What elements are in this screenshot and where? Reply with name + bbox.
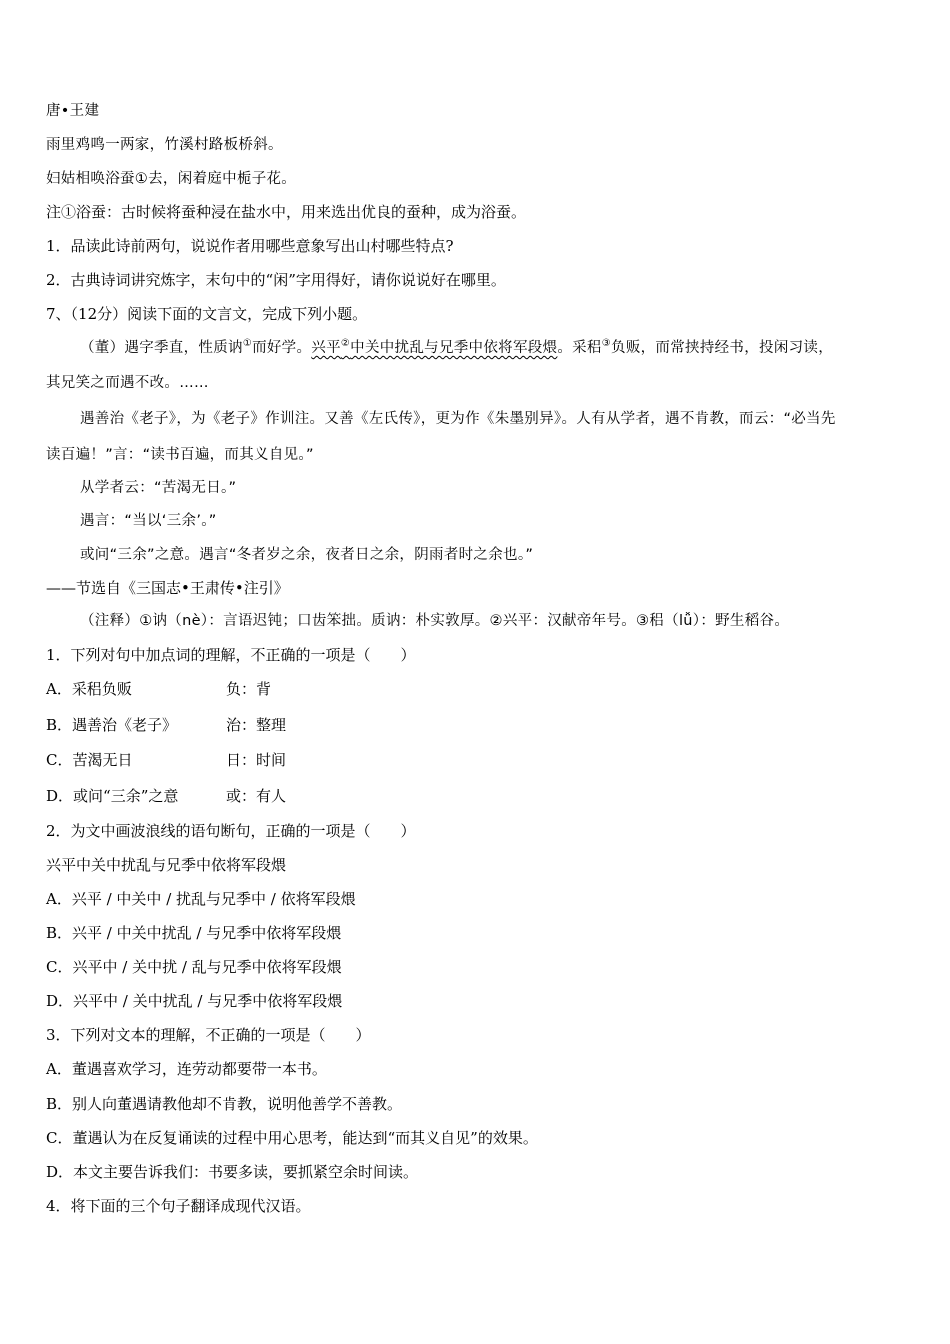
option-text: C．苦渴无日 — [46, 751, 133, 769]
poem-question-1: 1．品读此诗前两句，说说作者用哪些意象写出山村哪些特点? — [46, 237, 454, 255]
passage-text: 而好学。 — [252, 340, 312, 356]
sub-question-1-stem: 1．下列对句中加点词的理解，不正确的一项是（ ） — [46, 646, 416, 664]
sub-question-2-option-c: C．兴平中 / 关中扰 / 乱与兄季中依将军段煨 — [46, 958, 342, 976]
footnote-marker: ① — [242, 338, 253, 349]
option-meaning: 治：整理 — [226, 716, 287, 734]
sub-question-1-option-d — [46, 786, 286, 806]
poem-author: 唐•王建 — [46, 103, 100, 119]
poem-note: 注①浴蚕：古时候将蚕种浸在盐水中，用来选出优良的蚕种，成为浴蚕。 — [46, 203, 527, 221]
sub-question-3-stem: 3．下列对文本的理解，不正确的一项是（ ） — [46, 1026, 371, 1044]
option-meaning: 负：背 — [226, 680, 272, 698]
sub-question-1-option-a — [46, 679, 271, 699]
passage-paragraph-2-cont: 读百遍！”言：“读书百遍，而其义自见。” — [46, 447, 314, 463]
poem-question-2: 2．古典诗词讲究炼字，末句中的“闲”字用得好，请你说说好在哪里。 — [46, 271, 506, 289]
passage-paragraph-2: 遇善治《老子》，为《老子》作训注。又善《左氏传》，更为作《朱墨别异》。人有从学者，遇不肯教，而云：“必当先 — [80, 411, 836, 427]
wavy-underlined-sentence — [311, 340, 557, 356]
passage-paragraph-3: 从学者云：“苦渴无日。” — [80, 480, 237, 496]
wavy-text: 兴平 — [311, 340, 341, 356]
option-text: B．遇善治《老子》 — [46, 716, 178, 734]
passage-text: （董）遇字季直，性质讷 — [80, 340, 243, 356]
question-7-heading: 7、（12分）阅读下面的文言文，完成下列小题。 — [46, 305, 368, 323]
sub-question-1-option-b — [46, 715, 286, 735]
option-text: D．或问“三余”之意 — [46, 787, 179, 805]
sub-question-2-option-a: A．兴平 / 中关中 / 扰乱与兄季中 / 依将军段煨 — [46, 890, 356, 908]
passage-text: 负贩，而常挟持经书，投闲习读， — [611, 340, 834, 356]
sub-question-2-sentence: 兴平中关中扰乱与兄季中依将军段煨 — [46, 856, 287, 874]
sub-question-2-option-b: B．兴平 / 中关中扰乱 / 与兄季中依将军段煨 — [46, 924, 342, 942]
passage-source: ——节选自《三国志•王肃传•注引》 — [46, 579, 289, 597]
sub-question-4-stem: 4．将下面的三个句子翻译成现代汉语。 — [46, 1197, 311, 1215]
passage-text: 。采稆 — [557, 340, 602, 356]
passage-paragraph-1 — [80, 338, 833, 358]
poem-line-1: 雨里鸡鸣一两家，竹溪村路板桥斜。 — [46, 137, 283, 153]
option-meaning: 日：时间 — [226, 751, 287, 769]
sub-question-3-option-b: B．别人向董遇请教他却不肯教，说明他善学不善教。 — [46, 1095, 403, 1113]
sub-question-3-option-a: A．董遇喜欢学习，连劳动都要带一本书。 — [46, 1060, 327, 1078]
wavy-text: 中关中扰乱与兄季中依将军段煨 — [350, 340, 558, 356]
option-text: A．采稆负贩 — [46, 680, 132, 698]
sub-question-2-stem: 2．为文中画波浪线的语句断句，正确的一项是（ ） — [46, 822, 416, 840]
option-meaning: 或：有人 — [226, 787, 287, 805]
footnote-marker: ② — [340, 338, 351, 349]
sub-question-3-option-d: D．本文主要告诉我们：书要多读，要抓紧空余时间读。 — [46, 1163, 419, 1181]
sub-question-2-option-d: D．兴平中 / 关中扰乱 / 与兄季中依将军段煨 — [46, 992, 343, 1010]
sub-question-1-option-c — [46, 750, 286, 770]
poem-line-2: 妇姑相唤浴蚕①去，闲着庭中栀子花。 — [46, 171, 297, 187]
passage-notes: （注释）①讷（nè）：言语迟钝；口齿笨拙。质讷：朴实敦厚。②兴平：汉献帝年号。③稆（lǚ）：野生稻谷。 — [80, 613, 790, 629]
passage-paragraph-4: 遇言：“当以‘三余’。” — [80, 513, 217, 529]
passage-paragraph-5: 或问“三余”之意。遇言“冬者岁之余，夜者日之余，阴雨者时之余也。” — [80, 547, 534, 563]
footnote-marker: ③ — [601, 338, 612, 349]
passage-paragraph-1-cont: 其兄笑之而遇不改。…… — [46, 375, 209, 391]
sub-question-3-option-c: C．董遇认为在反复诵读的过程中用心思考，能达到“而其义自见”的效果。 — [46, 1129, 538, 1147]
